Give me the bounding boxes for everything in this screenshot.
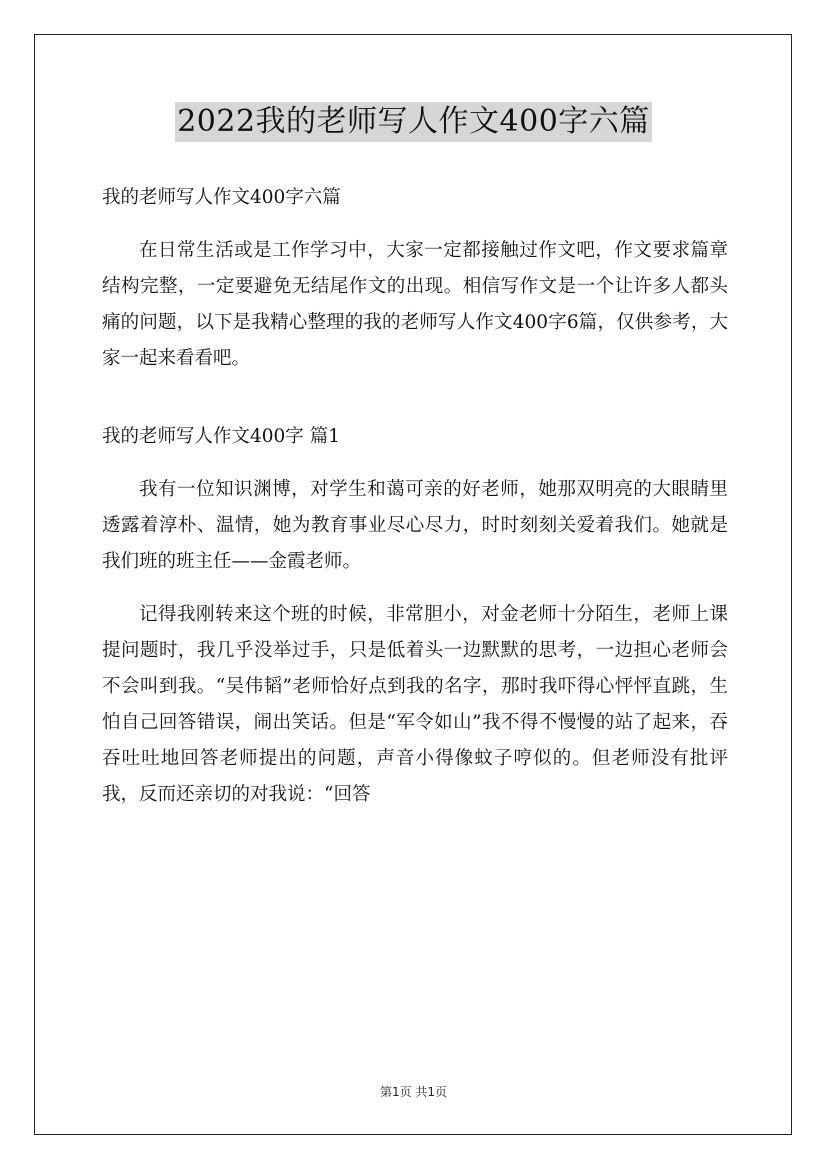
page-footer xyxy=(0,1083,827,1100)
intro-paragraph: 在日常生活或是工作学习中，大家一定都接触过作文吧，作文要求篇章结构完整，一定要避免无结尾作文的出现。相信写作文是一个让许多人都头痛的问题，以下是我精心整理的我的老师写人作文400字6篇，仅供参考，大家一起来看看吧。 xyxy=(102,240,728,369)
document-body xyxy=(102,180,728,830)
spacer xyxy=(102,377,728,419)
body-paragraph-1: 我有一位知识渊博，对学生和蔼可亲的好老师，她那双明亮的大眼睛里透露着淳朴、温情，她为教育事业尽心尽力，时时刻刻关爱着我们。她就是我们班的班主任——金霞老师。 xyxy=(102,479,728,572)
title-block xyxy=(0,102,827,142)
document-subtitle: 我的老师写人作文400字六篇 xyxy=(102,187,341,208)
body-paragraph-2: 记得我刚转来这个班的时候，非常胆小，对金老师十分陌生，老师上课提问题时，我几乎没举过手，只是低着头一边默默的思考，一边担心老师会不会叫到我。“吴伟韬”老师恰好点到我的名字，那时我吓得心怦怦直跳，生怕自己回答错误，闹出笑话。但是“军令如山”我不得不慢慢的站了起来，吞吞吐吐地回答老师提出的问题，声音小得像蚊子哼似的。但老师没有批评我，反而还亲切的对我说：“回答 xyxy=(102,604,728,805)
document-title: 2022我的老师写人作文400字六篇 xyxy=(175,102,652,142)
section-heading: 我的老师写人作文400字 篇1 xyxy=(102,426,340,447)
page-number: 第1页 共1页 xyxy=(379,1085,448,1099)
